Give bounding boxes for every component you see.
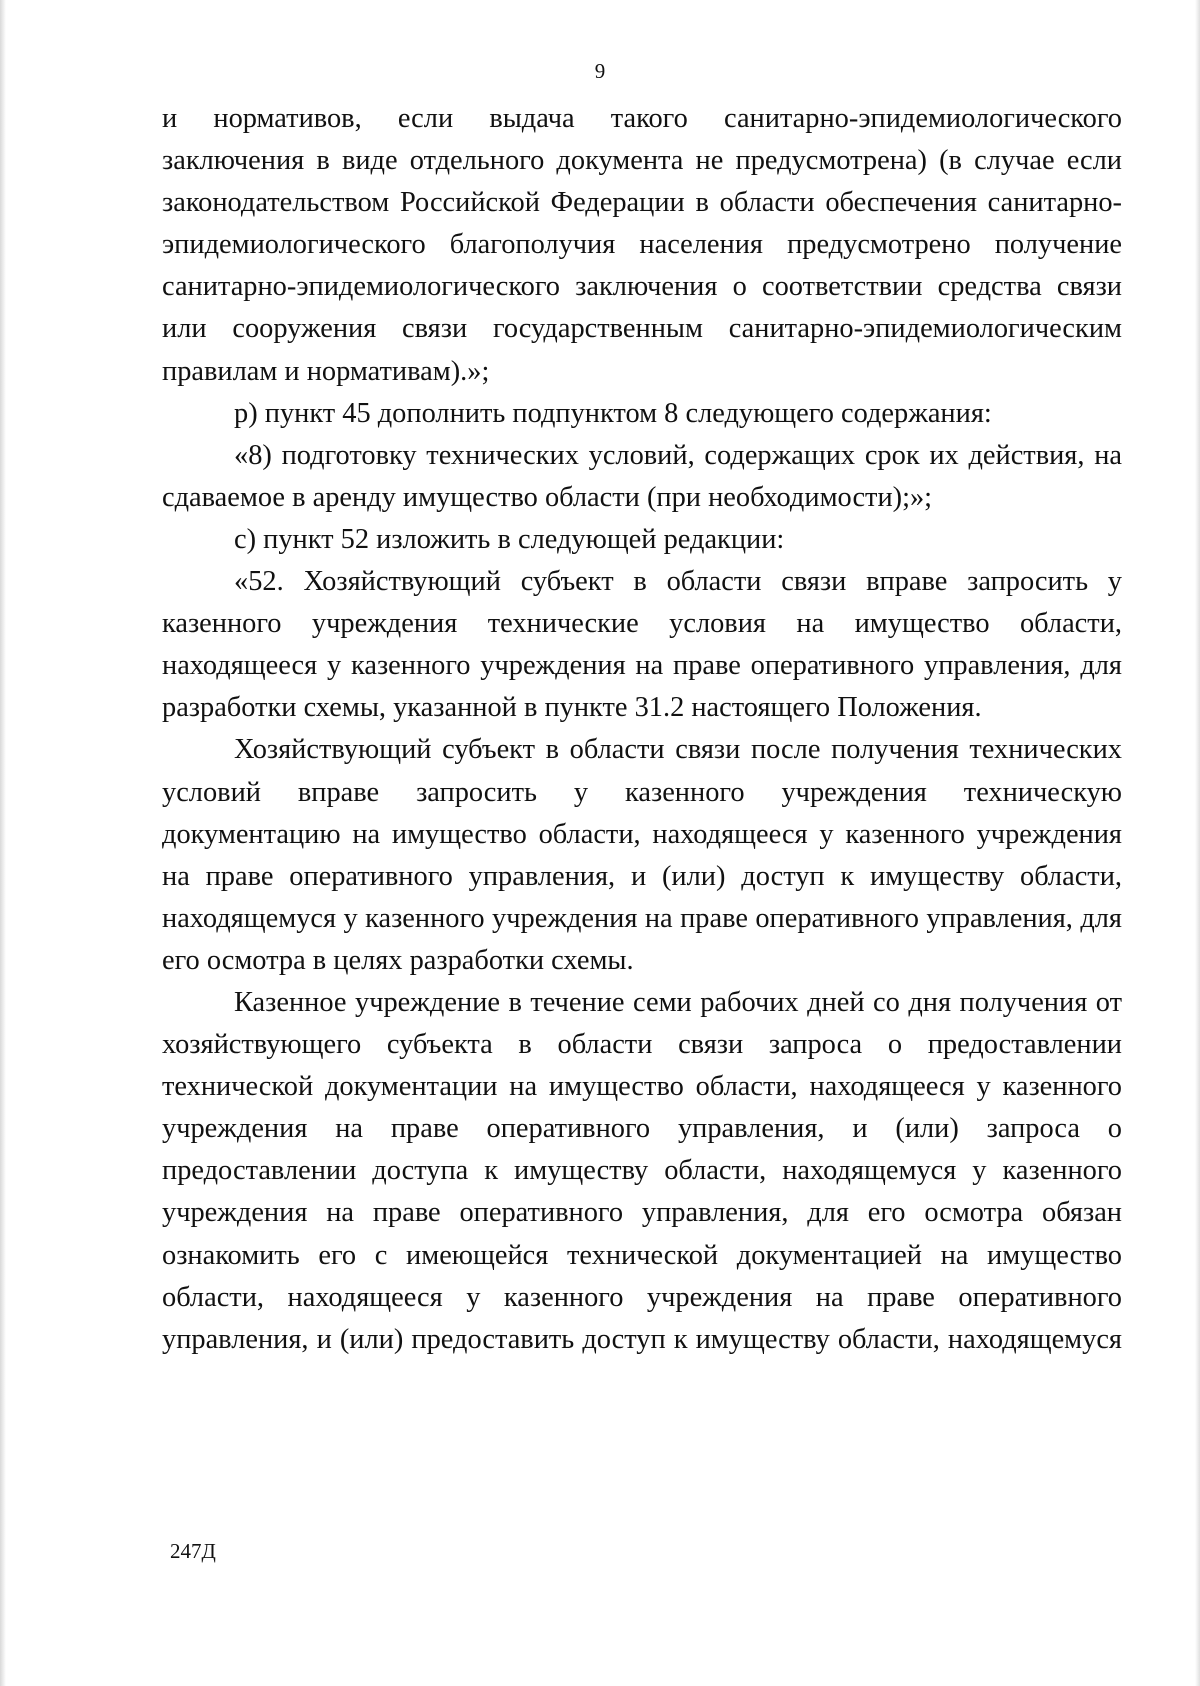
page-number: 9 bbox=[594, 59, 606, 83]
paragraph-item-s: с) пункт 52 изложить в следующей редакции: bbox=[234, 523, 785, 555]
scan-edge-left bbox=[0, 0, 6, 1686]
document-body bbox=[162, 98, 1122, 1361]
document-code: 247Д bbox=[170, 1539, 216, 1563]
paragraph-institution-obligation: Казенное учреждение в течение семи рабочих дней со дня получения от хозяйствующего субъекта в области связи запроса о предоставлении технической документации на имущество области, находящееся у казенного учреждения на праве оперативного управления, и (или) запроса о предоставлении доступа к имуществу области, находящемуся у казенного учреждения на праве оперативного управления, для его осмотра обязан ознакомить его с имеющейся технической документацией на имущество области, находящееся у казенного учреждения на праве оперативного управления, и (или) предоставить доступ к имуществу области, находящемуся bbox=[162, 986, 1122, 1355]
paragraph-request-documentation: Хозяйствующий субъект в области связи после получения технических условий вправе запросить у казенного учреждения техническую документацию на имущество области, находящееся у казенного учреждения на праве оперативного управления, и (или) доступ к имуществу области, находящемуся у казенного учреждения на праве оперативного управления, для его осмотра в целях разработки схемы. bbox=[162, 734, 1122, 976]
paragraph-point-52: «52. Хозяйствующий субъект в области связи вправе запросить у казенного учреждения технические условия на имущество области, находящееся у казенного учреждения на праве оперативного управления, для разработки схемы, указанной в пункте 31.2 настоящего Положения. bbox=[162, 566, 1122, 724]
paragraph-item-r: р) пункт 45 дополнить подпунктом 8 следующего содержания: bbox=[234, 397, 992, 429]
scan-edge-right bbox=[1195, 0, 1200, 1686]
paragraph-subitem-8: «8) подготовку технических условий, содержащих срок их действия, на сдаваемое в аренду имущество области (при необходимости);»; bbox=[162, 439, 1122, 513]
paragraph-continuation: и нормативов, если выдача такого санитарно-эпидемиологического заключения в виде отдельного документа не предусмотрена) (в случае если законодательством Российской Федерации в области обеспечения санитарно-эпидемиологического благополучия населения предусмотрено получение санитарно-эпидемиологического заключения о соответствии средства связи или сооружения связи государственным санитарно-эпидемиологическим правилам и нормативам).»; bbox=[162, 103, 1122, 387]
